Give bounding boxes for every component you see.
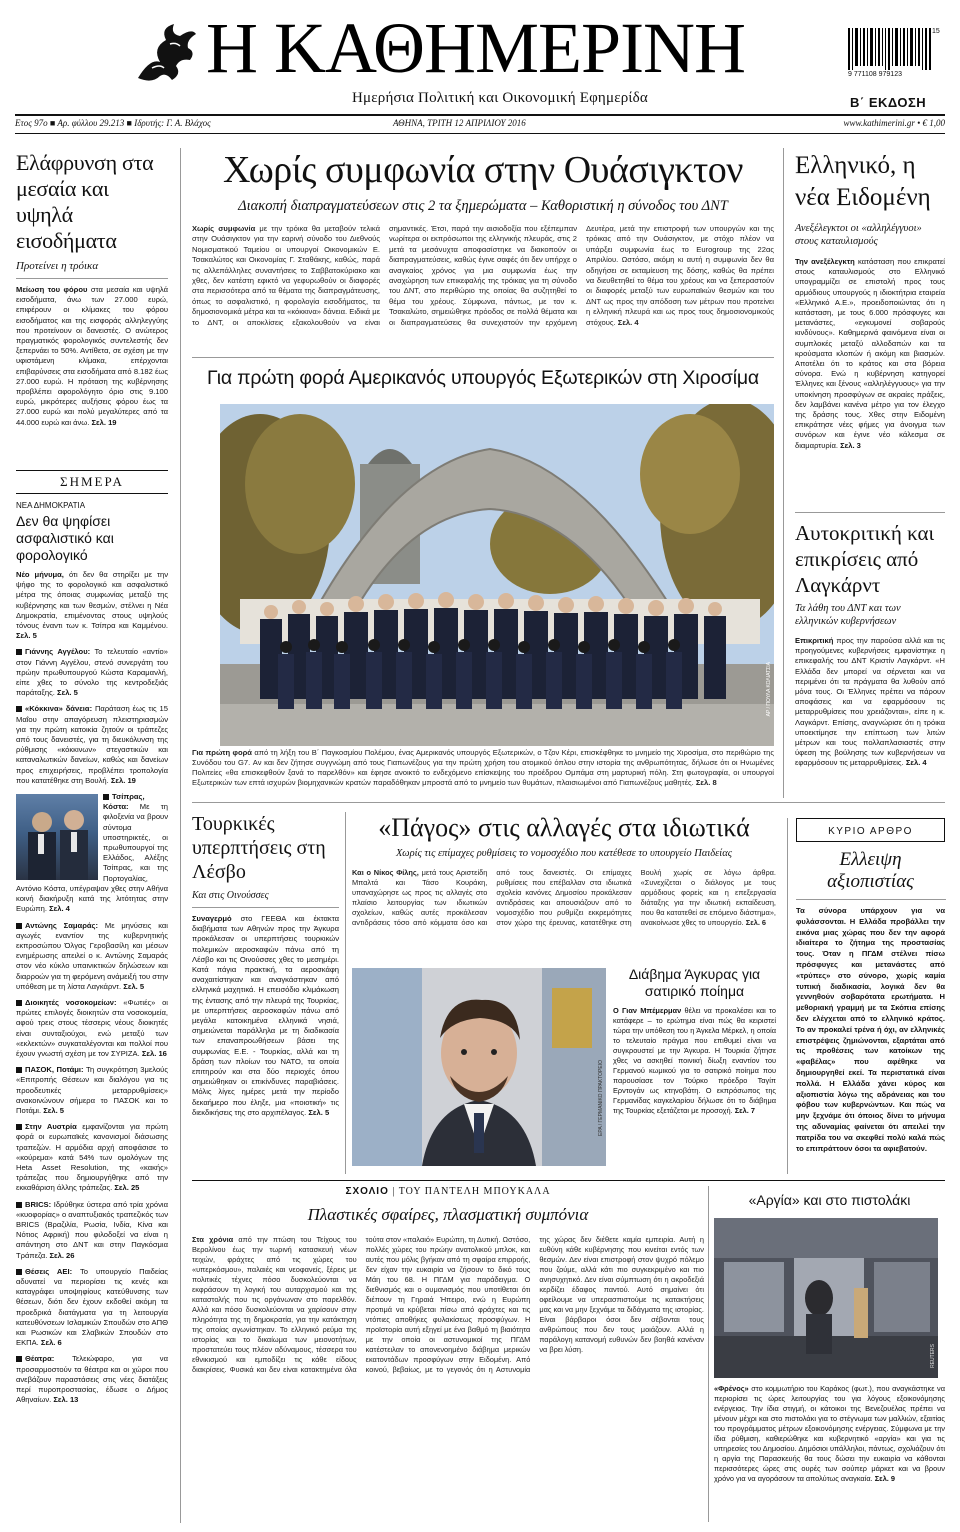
pistol-body xyxy=(714,1384,945,1484)
bullet-icon xyxy=(16,923,22,929)
main-bottom-rule xyxy=(192,357,774,358)
today-brief xyxy=(16,998,168,1059)
brief-lead: Στην Αυστρία xyxy=(25,1122,77,1132)
griffin-logo-icon xyxy=(130,18,200,86)
brief-text: Με μηνύσεις και αγωγές εναντίον της κυβερνητικής εκπροσώπου Όλγας Γεροβασίλη και μέσων ενημέρωσης απειλεί ο κ. Αντώνης Σαμαράς στον νέο κύκλο υπαινικτικών δηλώσεων και διαρροών για τη φερόμενη ανάμειξή του στην υπόθεση με τη λίστα Λαγκάρντ. xyxy=(16,920,168,991)
brief-ref: Σελ. 13 xyxy=(53,1395,79,1405)
right-mid-rule xyxy=(795,512,945,513)
turkey-lead: Συναγερμό xyxy=(192,914,232,923)
brief-text: Τελειώφαρο, για να προσαρμοστούν τα θέατρα και οι χώροι που ανεβάζουν παραστάσεις στις νέες διατάξεις περί πυροπροστασίας, έδωσε ο Δήμος Αθηναίων. xyxy=(16,1354,168,1405)
main-headline: Χωρίς συμφωνία στην Ουάσιγκτον xyxy=(223,149,743,191)
memorial-photo-icon xyxy=(220,404,774,746)
today-headline: Δεν θα ψηφίσει ασφαλιστικό και φορολογικό xyxy=(16,513,114,563)
brief-text: Το υπουργείο Παιδείας αδυνατεί να περιορίσει τις κενές και καταγράφει υποψηφίους κατεύθυνσης των θέσεων, διότι δεν έχουν εκδοθεί ακόμη τα προεδρικά διατάγματα για τη λειτουργία κατευθύνσεων Ισλαμικών Σπουδών στο ΑΠΘ και Ρωσικών και Σλαβικών Σπουδών στο ΕΚΠΑ. xyxy=(16,1266,168,1348)
brief-lead: Τσίπρας, Κόστα: xyxy=(103,792,145,812)
today-brief xyxy=(16,1200,168,1261)
brief-ref: Σελ. 5 xyxy=(57,688,78,698)
editorial-label: ΚΥΡΙΟ ΑΡΘΡΟ xyxy=(828,826,913,837)
turkey-body xyxy=(192,914,339,1118)
brief-text: Τη συγκρότηση 3μελούς «Επιτροπής Θέσεων και διαλόγου για τις προοδευτικές μεταρρυθμίσεις» ανακοινώνουν σήμερα το ΠΑΣΟΚ και το Ποτάμι. xyxy=(16,1065,168,1115)
person-photo-icon xyxy=(16,794,98,880)
left-lead-story xyxy=(16,150,168,434)
bullet-icon xyxy=(16,1356,22,1362)
editorial-box xyxy=(787,818,945,1174)
hiroshima-ref: Σελ. 8 xyxy=(695,778,717,787)
hiroshima-caption-lead: Για πρώτη φορά xyxy=(192,748,252,757)
turkey-story xyxy=(192,812,339,1124)
barcode-number: 9 771108 979123 xyxy=(848,71,902,78)
brief-lead: «Κόκκινα» δάνεια: xyxy=(25,704,93,714)
bullet-icon xyxy=(16,1067,22,1073)
left-lead-ref: Σελ. 19 xyxy=(91,417,117,427)
right-top-text: κατάσταση που επικρατεί στους καταυλισμούς στο Ελληνικό υπογραμμίζει σε επιστολή προς τους αρμόδιους υπουργούς η ιδιοκτήτρια εταιρεία «Ελληνικό Α.Ε.», προειδοποιώντας ότι η κατάσταση, με τους 6.000 πρόσφυγες και μετανάστες, «εγκυμονεί σοβαρούς κινδύνους». Καθημερινά φαινόμενα είναι οι συμπλοκές μεταξύ αλλοδαπών και τα κρούσματα κλοπών ή ακόμη και βιασμών. Αποτέλει ότι το κράτος και στα βόρεια σύνορα. Ενώ η κυβέρνηση κατηγορεί Έλληνες και ξένους «αλληλέγγυους» για την υποκίνηση προσφύγων σε ακραίες πράξεις, δεν λαμβάνει κανένα μέτρο για τον έλεγχο της δράσης τους. Χθες στην Ειδομένη επικράτησε νέες φήμες για άνοιγμα των συνόρων και έγινε νέο κάλεσμα σε διαμαρτυρία. xyxy=(795,257,945,450)
masthead-subtitle: Ημερήσια Πολιτική και Οικονομική Εφημερίδα xyxy=(352,90,648,106)
salon-photo-credit: REUTERS xyxy=(930,1344,936,1368)
comment-col-rule xyxy=(708,1186,709,1522)
hiroshima-photo-credit: AP / ΠΟΥΛΑ ΚΟΛΙΑΤΣΙΑ xyxy=(766,661,772,716)
bohmermann-photo xyxy=(352,968,606,1166)
private-subhead: Χωρίς τις επίμαχες ρυθμίσεις το νομοσχέδιο που κατέθεσε το υπουργείο Παιδείας xyxy=(396,848,732,859)
brief-ref: Σελ. 5 xyxy=(16,631,37,641)
bullet-icon xyxy=(16,1269,22,1275)
info-bullet-icon: ■ xyxy=(49,118,56,128)
pistol-story xyxy=(714,1186,945,1490)
turkey-col-rule xyxy=(345,812,346,1174)
masthead xyxy=(0,0,960,140)
brief-lead: BRICS: xyxy=(25,1199,52,1209)
bohmermann-body xyxy=(613,1006,776,1116)
tsipras-costa-photo xyxy=(16,794,98,880)
brief-lead: ΠΑΣΟΚ, Ποτάμι: xyxy=(25,1065,84,1075)
hiroshima-caption xyxy=(192,748,774,788)
today-brief xyxy=(16,647,168,698)
comment-section xyxy=(192,1186,704,1525)
turkey-kicker: Και στις Οινούσσες xyxy=(192,890,269,901)
turkey-ref: Σελ. 5 xyxy=(308,1107,330,1117)
right-mid-story xyxy=(795,520,945,775)
right-mid-lead: Επικριτική xyxy=(795,636,834,645)
comment-body xyxy=(192,1235,704,1525)
main-body xyxy=(192,224,774,339)
comment-text: από την πτώση του Τείχους του Βερολίνου έως την τωρινή κατασκευή νέων τειχών, φράχτες από τις χώρες του «υπερκόσμου», παλαιές και νεοφανείς, ξέρεις με πολιτικές τέχνες πόσο δυσκολεύονται να εκφράσουν τη λογική του αυταρχισμού και της καταστολής που τις οργάνωναν στο παρελθόν. Αλλά και πόσο δυσκολεύονται να χαρίσουν στην πληρότητα της τη δημοκρατία, για την κατάκτηση της οποίας αγωνίστηκαν. Το ελληνικό ρεύμα της ιστορίας και το δικαίωμα των μειονοτήτων, προστατεύει τους πλέον αδύναμους, τέσσερα του εθνικισμού και εμποδίζει τις κάθε είδους διακρίσεις. Φυσικά και δεν είναι κατακτημένα όλα τούτα στον «παλαιό» Ευρώπη, τη Δυτική. Ωστόσο, πολλές χώρες του πρώην ανατολικού μπλοκ, και αυτές που μόλις βγήκαν από τη σφαίρα επιρροής, δεν είχαν την ευκαιρία να ζήσουν το δικό τους Μάη του 68. Η ΠΓΔΜ για παράδειγμα. Ο διεθνισμός και ο ουμανισμός που υποτίθεται ότι διέπουν τη Γηραιά Ήπειρο, ενώ η Ευρώπη προτιμά να κρύβεται πίσω από φράχτες και τις ντόπιες αποθήκες φυλακίσεως προσφύγων. Η προϊστορία αυτή εξηγεί με ένα βαθμό τη βιαιότητα με την οποία οι αστυνομικοί της ΠΓΔΜ κατέστειλαν το απονενοημένο διάβημα μερικών εκατοντάδων προσφύγων στην Ειδομένη. Από κοινού, βεβαίως, με το γεγονός ότι η Αστυνομία της χώρας δεν διέθετε καμία εμπειρία. Αυτή η ευθύνη κάθε κυβέρνησης που κινείται εντός των θεσμών. Δεν είναι επιστροφή στον ψυχρό πόλεμο που ζούμε, αλλά κάτι πιο συγκεκριμένο και πιο ανησυχητικό. Δεν είναι σύμπτωση ότι η ακροδεξιά κερδίζει έδαφος παντού. Αυτό σημαίνει ότι οφείλουμε να υπερασπιστούμε τις κατακτήσεις μας και να μην ξεχνάμε τα διδάγματα της ιστορίας. Είναι βάρβαροι όσοι δεν σέβονται τους ανθρώπους που δεν τους μοιάζουν. Αλλά η παράλογη κατανομή ευθυνών δεν βοηθά κανέναν να βρει λύση. xyxy=(192,1235,704,1374)
editorial-body: Τα σύνορα υπάρχουν για να φυλάσσονται. Η Ελλάδα προβάλλει την εικόνα μιας χώρας που δεν την αφορά ιδιαίτερα το ζήτημα της προστασίας τους. Όταν η ΠΓΔΜ στέλνει πίσω πρόσφυγες και μετανάστες από «τρύπες» στο σύνορο, χωρίς καμία τυπική διαδικασία, λογικά δεν θα γεννηθούν σοβαρότατα ερωτήματα. Η μεθοριακή γραμμή με τα Σκόπια επίσης δεν ελέγχεται από το ελληνικό κράτος. Το αν προκαλεί τρένα ή όχι, αν ελληνικές επιστρέψεις ζημιώνονται, εξαρτάται από τις προθέσεις των κατοίκων της «φαβέλας» που αφέθηκε να δημιουργηθεί εκεί. Τα περιστατικά είναι πολλά. Η Ελλάδα χάνει κύρος και αξιοπιστία λόγω της αδράνειας και του φόβου των κυβερνώντων. Και πώς να μην ξεχνάμε ότι όποιος δίνει το μήνυμα της αδυναμίας φαίνεται ότι απειλεί την πατρίδα του να σκεφθεί πολύ καλά πώς το επιπράττουν όσοι τα αφιεβατούν. xyxy=(796,906,945,1153)
main-story xyxy=(192,148,774,339)
right-mid-ref: Σελ. 4 xyxy=(905,758,927,768)
private-lead: Και ο Νίκος Φίλης, xyxy=(352,868,419,877)
brief-text: εμφανίζονται για πρώτη φορά οι ευρωπαϊκές κανονισμοί διάσωσης τραπεζών. Η αρμόδια αρχή αποφάσισε το «κούρεμα» κατά 54% των ομολόγων της Heta Asset Resolution, της «κακής» τράπεζας που δημιουργήθηκε από την εκκαθάριση άλλης τράπεζας. xyxy=(16,1122,168,1193)
bullet-icon xyxy=(16,706,22,712)
bullet-icon xyxy=(16,1000,22,1006)
comment-label-line xyxy=(192,1186,704,1197)
issue-date: ΑΘΗΝΑ, ΤΡΙΤΗ 12 ΑΠΡΙΛΙΟΥ 2016 xyxy=(393,118,526,128)
turkey-text: στο ΓΕΕΘΑ και έκτακτα διαβήματα των Αθηνών προς την Άγκυρα προκάλεσαν οι υπερπτήσεις τουρκικών πολεμικών αεροσκαφών πάνω από τη Λέσβο και τις Οινούσσες χθες το μεσημέρι. Κατά πάγια πρακτική, τα αεροσκάφη αναχαιτίστηκαν και αναγκάστηκαν από ελληνικά μαχητικά. Η επεισόδιο κλιμάκωση της έντασης από την πλευρά της Τουρκίας, με υπερπτήσεις αεροσκαφών πάνω από μεγάλα κατοικημένα ελληνικά νησιά, σημειώνεται παράλληλα με τη διαδικασία των επαναπροωθήσεων βάσει της συμφωνίας Ε.Ε. - Τουρκίας, αλλά και τη δράση των πλοίων του ΝΑΤΟ, τα οποία επιτηρούν και στα δύο περιοχές όπου σημειώθηκαν οι επικίνδυνες παραβιάσεις. Μόλις λίγες ημέρες μετά την περίοδο δεκαήμερο που έληξε, μια «ποιοτική» τις διεκδικήσεις της στο αρχιπέλαγος. xyxy=(192,914,339,1117)
brief-ref: Σελ. 4 xyxy=(49,904,70,914)
main-text: με την τρόικα θα μεταβούν τελικά στην Ουάσιγκτον για την εαρινή σύνοδο του Διεθνούς Νομισματικού Ταμείου οι υπουργοί Οικονομικών Ε. Τσακαλώτος και Οικονομίας Γ. Σταθάκης, καθώς, παρά τις αλλεπάλληλες συναντήσεις το Σαββατοκύριακο και χθες, δεν κατέστη εφικτό να γεφυρωθούν οι διαφορές στα περισσότερα από τα θέματα της διαπραγμάτευσης, όπως το ασφαλιστικό, η φορολογία εισοδήματος, τα δημοσιονομικά μέτρα και τα «κόκκινα» δάνεια. Ειδικά με το ΔΝΤ, οι αποκλίσεις εξακολουθούν να είναι σημαντικές. Έτσι, παρά την αισιοδοξία που εξέπεμπαν νωρίτερα οι εκπρόσωποι της ελληνικής πλευράς, στις 2 μετά τα μεσάνυχτα αποφασίστηκε να διακοπούν οι διαπραγματεύσεις, καθώς έγινε σαφές ότι δεν υπήρχε ο αναγκαίος χρόνος για μια συμφωνία έως την αναχώρηση των επικεφαλής της τρόικας για τη σύνοδο του ΔΝΤ, στο περιθώριο της οποίας θα συζητηθεί το θέμα του χρέους. Σύμφωνα, πάντως, με τον κ. Τσακαλώτο, σημειώθηκε πρόοδος σε πολλά θέματα και οι διαπραγματεύσεις θα συνεχιστούν την ερχόμενη Δευτέρα, μετά την επιστροφή των υπουργών και της τρόικας από την Ουάσιγκτον, με στόχο πλέον να υπάρξει συμφωνία έως το Eurogroup της 22ας Απριλίου. Ωστόσο, ακόμη κι αυτή η συμφωνία δεν θα οδηγήσει σε εκταμίευση της δόσης, καθώς θα πρέπει να διευθετηθεί το θέμα του χρέους και να ξεπεραστούν οι διαφορές μεταξύ των ευρωπαϊκών θεσμών και του ΔΝΤ ως προς την απόδοση των μέτρων που προτείνει η ελληνική πλευρά και ως προς τους δημοσιονομικούς στόχους. xyxy=(192,224,774,327)
brief-ref: Σελ. 5 xyxy=(43,1105,65,1115)
comment-top-rule xyxy=(192,1180,945,1181)
brief-lead: Θέατρα: xyxy=(25,1354,55,1364)
brief-lead: Γιάννης Αγγέλου: xyxy=(25,647,91,657)
brief-text: Το τελευταίο «αντίο» στον Γιάννη Αγγέλου, στενό συνεργάτη του πρώην πρωθυπουργού Κώστα Καραμανλή, είπε χθες το σύνολο της κεντροδεξιάς παράταξης. xyxy=(16,647,168,698)
right-top-ref: Σελ. 3 xyxy=(840,440,861,450)
today-tag: ΝΕΑ ΔΗΜΟΚΡΑΤΙΑ xyxy=(16,501,86,510)
info-bullet-icon: ■ xyxy=(126,118,132,128)
left-lead-headline: Ελάφρυνση στα μεσαία και υψηλά εισοδήματα xyxy=(16,150,154,253)
today-brief xyxy=(16,921,168,992)
hiroshima-headline: Για πρώτη φορά Αμερικανός υπουργός Εξωτερικών στη Χιροσίμα xyxy=(207,367,759,389)
pistol-text: στο κομμωτήριο του Καράκος (φωτ.), που αναγκάστηκε να περιορίσει τις ώρες λειτουργίας του για λόγους εξοικονόμησης ενέργειας. Την ίδια στιγμή, οι κάτοικοι της Βενεζουέλας πρέπει να μένουν μέχρι και στο πιστολάκι για το στέγνωμα των μαλλιών, εξαιτίας του προγράμματος μέτρων εξοικονόμησης ενέργειας. Σύμφωνα με την ίδια ρύθμιση, καθιερώθηκε και κυβερνητικό «αργία» και για τις υπηρεσίες του Δημοσίου. Δημόσιοι υπάλληλοι, πάντως, σχολιάζουν ότι η αργία της Παρασκευής θα τους δώσει την ευκαιρία να κάθονται περισσότερες ώρες στις ουρές των σούπερ μάρκετ και να βρουν χρόνο για να αγοράσουν τα απολύτως αναγκαία. xyxy=(714,1384,945,1483)
column-rule-right xyxy=(783,148,784,798)
portrait-photo-icon xyxy=(352,968,606,1166)
pistol-headline: «Αργία» και στο πιστολάκι xyxy=(748,1192,911,1208)
today-brief xyxy=(16,792,168,914)
editorial-rule xyxy=(796,899,946,900)
barcode xyxy=(848,28,940,86)
bullet-icon xyxy=(16,649,22,655)
main-subhead: Διακοπή διαπραγματεύσεων στις 2 τα ξημερώματα – Καθοριστική η σύνοδος του ΔΝΤ xyxy=(238,198,728,214)
today-brief xyxy=(16,1267,168,1349)
right-mid-headline: Αυτοκριτική και επικρίσεις από Λαγκάρντ xyxy=(795,521,935,597)
brief-lead: Αντώνης Σαμαράς: xyxy=(25,920,99,930)
left-lead-body xyxy=(16,285,168,428)
barcode-issue: 15 xyxy=(932,28,940,35)
bohmermann-text: θέλει να προκαλέσει και το κατάφερε – το ερώτημα είναι πώς θα κειριστεί τώρα την υπόθεση του η Άγκελα Μέρκελ, η οποία το τελευταίο πράγμα που επιθυμεί είναι να συγκρουστεί με την Άγκυρα. Η Τουρκία ζήτησε χθες να ασκηθεί ποινική δίωξη εναντίον του Γερμανού κωμικού για το σατιρικό ποίημα που παρουσίασε τον Τούρκο πρόεδρο Ταγίπ Ερντογάν ως κτηνοβάτη. Ο εκπρόσωπος της Γερμανίδας καγκελαρίου δήλωσε ότι το διάβημα της Τουρκίας εξετάζεται με προσοχή. xyxy=(613,1006,776,1115)
private-text: μετά τους Αριστείδη Μπαλτά και Τάσο Κουράκη, υπαναχώρησε ως προς τις αλλαγές στο πλαίσιο λειτουργίας των ιδιωτικών σχολείων, καθώς αυτές προκάλεσαν αντιδράσεις τόσο από κόμματα όσο και από τους δανειστές. Οι επίμαχες ρυθμίσεις που επέβαλλαν στα ιδιωτικά σχολεία κανόνες Δημοσίου προκάλεσαν αντιδράσεις και απουσιάζουν από το νομοσχέδιο που ρυθμίζει εκκρεμότητες στον χώρο της έρευνας, κατατέθηκε στη Βουλή χωρίς σε λόγω άρθρα. «Συνεχίζεται ο διάλογος με τους αρμόδιους φορείς και η επεξεργασία διάταξης για την ιδιωτική εκπαίδευση, που θα κατατεθεί σε επόμενο διάστημα», ανακοίνωσε χθες το υπουργείο. xyxy=(352,868,776,927)
private-headline: «Πάγος» στις αλλαγές στα ιδιωτικά xyxy=(378,813,750,842)
bohmermann-ref: Σελ. 7 xyxy=(734,1106,755,1115)
comment-author: ΤΟΥ ΠΑΝΤΕΛΗ ΜΠΟΥΚΑΛΑ xyxy=(398,1186,551,1197)
brief-lead: Θέσεις ΑΕΙ: xyxy=(25,1266,73,1276)
right-top-lead: Την ανεξέλεγκτη xyxy=(795,257,855,266)
brief-text: «Φωτιές» οι πρώτες επιλογές διοικητών στα νοσοκομεία, αφού τρεις στους τέσσερις νέους διοικητές είναι συνταξιούχοι, ενώ μεταξύ των «εκλεκτών» συγκαταλέγονται και πολλοί που έχουν γνωστή σχέση με τον ΣΥΡΙΖΑ. xyxy=(16,997,168,1058)
comment-divider: | xyxy=(392,1186,399,1197)
left-lead-text: στα μεσαία και υψηλά εισοδήματα, άνω των 27.000 ευρώ, επιφέρουν οι κλίμακες του φόρου εισοδήματος και της εισφοράς αλληλεγγύης που προτείνουν οι δανειστές. Ο ανώτερος πραγματικός φορολογικός συντελεστής δεν ξεπερνάει το 50%. Αντίθετα, σε σχέση με την υφιστάμενη κλίμακα, επέρχονται επιβαρύνσεις στα εισοδήματα από 8.182 έως 27.000 ευρώ. Η πρόταση της κυβέρνησης προβλέπει αφορολόγητο όριο στις 9.100 ευρώ, μικρότερες αυξήσεις φόρου έως τα 27.000 ευρώ και πολύ μεγαλύτερες από τα 44.000 ευρώ και άνω. xyxy=(16,285,168,427)
brief-text: Παράταση έως τις 15 Μαΐου στην απαγόρευση πλειστηριασμών για την πρώτη κατοικία ζητούν οι τράπεζες από τους δανειστές, για τη διευκόλυνση της ρύθμισης «κόκκινων» στεγαστικών και καταναλωτικών δανείων, καθώς και δανείων προς επιχειρήσεις, προβλέπει τροπολογία που κατατέθηκε στη Βουλή. xyxy=(16,704,168,785)
pistol-lead: «Φρένος» xyxy=(714,1384,749,1393)
brief-text: Ιδρύθηκε ύστερα από τρία χρόνια «κυοφορίας» ο αναπτυξιακός τραπεζικός των BRICS (Βραζιλία, Ρωσία, Ινδία, Κίνα και Νότιος Αφρική) που φιλοδοξεί να είναι η απάντηση στο ΔΝΤ και στην Παγκόσμια Τράπεζα. xyxy=(16,1199,168,1260)
turkey-rule xyxy=(192,907,339,908)
today-brief xyxy=(16,704,168,786)
pistol-ref: Σελ. 9 xyxy=(874,1474,896,1483)
info-line xyxy=(15,118,945,132)
year: Ετος 97ο xyxy=(15,118,48,128)
brief-ref: Σελ. 16 xyxy=(141,1048,167,1058)
today-section xyxy=(16,470,168,1411)
edition-label: Β΄ ΕΚΔΟΣΗ xyxy=(850,95,927,110)
right-top-body xyxy=(795,257,945,451)
salon-photo-icon xyxy=(714,1218,938,1378)
price: € 1,00 xyxy=(922,118,945,128)
left-lead-kicker: Προτείνει η τρόικα xyxy=(16,260,99,272)
hiroshima-photo xyxy=(220,404,774,746)
founder: Ιδρυτής: Γ. Α. Βλάχος xyxy=(134,118,211,128)
brief-ref: Σελ. 26 xyxy=(49,1250,75,1260)
right-mid-text: προς την παρούσα αλλά και τις προηγούμενες κυβερνήσεις εμφανίστηκε η επικεφαλής του ΔΝΤ Κριστίν Λαγκάρντ. «Η Ελλάδα δεν μπορεί να σέρνεται και να περιμένει ότι τα πράγματα θα λυθούν από μόνα τους. Οι Έλληνες πρέπει να πάρουν αποφάσεις και να εφαρμόσουν τις μεταρρυθμίσεις που χρειάζονται», είπε η κ. Λαγκάρντ. Επίσης, αναγνώρισε ότι η τρόικα υποεκτίμησε την επίπτωση των λιτών μέτρων και τους πολλαπλασιαστές στην ύφεση της βούλησης των κυβερνήσεων να εφαρμόσουν τις μεταρρυθμίσεις. xyxy=(795,636,945,768)
column-rule-left xyxy=(180,148,181,1523)
main-lead: Χωρίς συμφωνία xyxy=(192,224,256,233)
brief-lead: Νέο μήνυμα, xyxy=(16,570,64,579)
salon-photo xyxy=(714,1218,938,1378)
left-lead-rule xyxy=(16,278,168,279)
main-ref: Σελ. 4 xyxy=(617,317,639,327)
today-label: ΣΗΜΕΡΑ xyxy=(60,474,124,489)
today-brief xyxy=(16,1065,168,1116)
comment-lead: Στα χρόνια xyxy=(192,1235,234,1244)
brief-text: ότι δεν θα στηρίξει με την ψήφο της το φορολογικό και ασφαλιστικό μέτρα της όποιας συμφωνίας μεταξύ της κυβέρνησης και των θεσμών, στέλνει η Νέα Δημοκρατία, επιμένοντας στους υψηλούς τόνους έναντι των κ. Τσίπρα και Καμμένου. xyxy=(16,570,168,631)
turkey-headline: Τουρκικές υπερπτήσεις στη Λέσβο xyxy=(192,813,326,883)
brief-ref: Σελ. 25 xyxy=(114,1183,140,1193)
comment-label: ΣΧΟΛΙΟ xyxy=(345,1186,389,1197)
private-ref: Σελ. 6 xyxy=(745,918,767,927)
brief-text: Με τη φιλοξενία να βρουν σύντομα υποστηρικτές, οι πρωθυπουργοί της Ελλάδος, Αλέξης Τσίπρας, και της Πορτογαλίας, Αντόνιο Κόστα, υπέγραψαν χθες στην Αθήνα κοινή διακήρυξη κατά της λιτότητας στην Ευρώπη. xyxy=(16,802,168,914)
info-bullet-icon: • xyxy=(917,118,921,128)
barcode-icon xyxy=(848,28,932,70)
info-rule xyxy=(15,133,945,134)
bohmermann-photo-credit: EPA / ΓΕΡΜΑΝΙΚΟ ΠΡΑΚΤΟΡΕΙΟ xyxy=(598,1060,604,1136)
bullet-icon xyxy=(103,794,109,800)
right-mid-body xyxy=(795,636,945,769)
right-mid-kicker: Τα λάθη του ΔΝΤ και των ελληνικών κυβερνήσεων xyxy=(795,603,901,627)
brief-lead: Διοικητές νοσοκομείων: xyxy=(25,997,117,1007)
editorial-label-box xyxy=(796,818,945,842)
masthead-title: Η ΚΑΘΗΜΕΡΙΝΗ xyxy=(206,8,746,88)
hiroshima-bottom-rule xyxy=(192,802,945,803)
bohmermann-headline: Διάβημα Άγκυρας για σατιρικό ποίημα xyxy=(628,966,761,999)
today-brief xyxy=(16,1122,168,1193)
editorial-headline: Ελλειψη αξιοπιστίας xyxy=(827,849,914,892)
brief-ref: Σελ. 5 xyxy=(123,981,145,991)
left-lead-lead: Μείωση του φόρου xyxy=(16,285,88,294)
issue-number: Αρ. φύλλου 29.213 xyxy=(57,118,125,128)
right-top-story xyxy=(795,150,945,457)
private-body xyxy=(352,868,776,952)
brief-ref: Σελ. 19 xyxy=(110,775,136,785)
right-top-headline: Ελληνικό, η νέα Ειδομένη xyxy=(795,152,931,211)
bohmermann-lead: Ο Γιαν Μπέμερμαν xyxy=(613,1006,682,1015)
bullet-icon xyxy=(16,1124,22,1130)
website-link[interactable]: www.kathimerini.gr xyxy=(843,118,915,128)
today-brief xyxy=(16,570,168,641)
masthead-rule xyxy=(15,114,945,116)
right-top-kicker: Ανεξέλεγκτοι οι «αλληλέγγυοι» στους καταυλισμούς xyxy=(795,223,922,247)
brief-ref: Σελ. 6 xyxy=(40,1338,62,1348)
today-label-box xyxy=(16,470,168,494)
comment-headline: Πλαστικές σφαίρες, πλασματική συμπόνια xyxy=(307,1205,589,1224)
today-brief xyxy=(16,1354,168,1405)
private-story xyxy=(352,812,776,952)
hiroshima-caption-text: από τη λήξη του Β΄ Παγκοσμίου Πολέμου, ένας Αμερικανός υπουργός Εξωτερικών, ο Τζον Κέρι, επισκέφθηκε το μνημείο της Χιροσίμα, στο περιθώριο της Συνόδου του G7. Αν και δεν ζήτησε συγγνώμη από τους Γιαπωνέζους για την πρώτη χρήση του ατομικού όπλου στην ιστορία της ανθρωπότητας, δήλωσε ότι οι Ηνωμένες Πολιτείες «θα επισκεφθούν ξανά το παρελθόν» και έφησε ανοικτό το ενδεχόμενο επίσκεψης του προέδρου Ομπάμα στη μαρτυρική πόλη. Στη φωτογραφία, οι υπουργοί Εξωτερικών των επτά ισχυρών βιομηχανικών κρατών παραδόθηκαν μπροστά από το μνημείο των θυμάτων, πλαισιωμένοι από Γιαπωνέζους μαθητές. xyxy=(192,748,774,787)
bohmermann-story xyxy=(613,966,776,1122)
bullet-icon xyxy=(16,1202,22,1208)
